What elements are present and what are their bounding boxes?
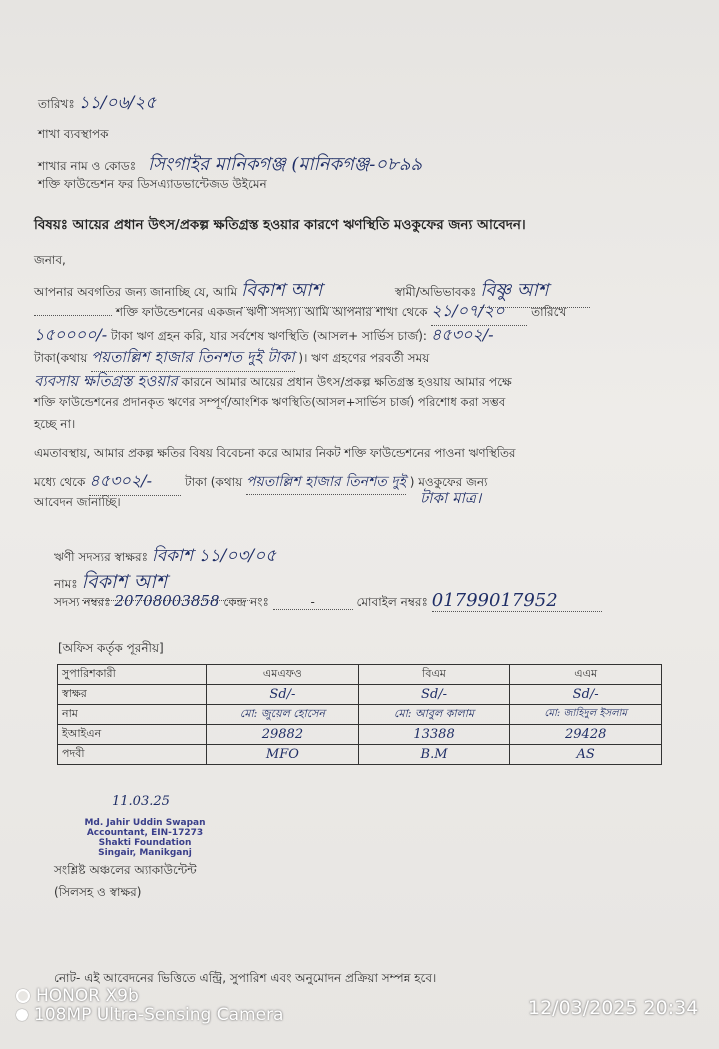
greeting: জনাব,: [34, 253, 66, 267]
para1-line7: হচ্ছে না।: [34, 417, 76, 431]
table-cell: মো: জাহিদুল ইসলাম: [510, 705, 662, 725]
balance-words-hand: পয়তাল্লিশ হাজার তিনশত দুই টাকা: [91, 346, 294, 372]
para1-text-g: )। ঋণ গ্রহণের পরবর্তী সময়: [298, 351, 430, 365]
row-label: নাম: [58, 705, 207, 725]
guardian-hand: বিষ্ণু আশ: [480, 276, 590, 308]
waive-words-hand: পয়তাল্লিশ হাজার তিনশত দুই: [246, 470, 406, 495]
para2-text-c: টাকা (কথায়: [185, 475, 243, 489]
camera-text: 108MP Ultra-Sensing Camera: [34, 1005, 284, 1025]
stamp-name: Md. Jahir Uddin Swapan: [84, 818, 206, 828]
para1-text-h: কারনে আমার আয়ের প্রধান উৎস/প্রকল্প ক্ষতিগ্রস্ত হওয়ায় আমার পক্ষে: [181, 375, 512, 389]
accountant-stamp: [70, 818, 220, 858]
table-cell: 29882: [207, 725, 359, 745]
table-cell: Sd/-: [510, 685, 662, 705]
para2-line3: আবেদন জানাচ্ছি।: [34, 495, 121, 509]
table-cell: AS: [510, 745, 662, 765]
para2-text-d: ) মওকুফের জন্য: [409, 475, 488, 489]
table-header-cell: এএম: [510, 665, 662, 685]
row-label: স্বাক্ষর: [58, 685, 207, 705]
accountant-seal-note: (সিলসহ ও স্বাক্ষর): [54, 885, 142, 899]
table-row: [58, 685, 662, 705]
member-id-line: [54, 590, 602, 614]
member-name-hand: বিকাশ আশ: [241, 276, 391, 308]
table-header-cell: সুপারিশকারী: [58, 665, 207, 685]
loan-date-hand: ২১/০৭/২০: [431, 298, 527, 326]
table-cell: 13388: [358, 725, 510, 745]
table-cell: Sd/-: [207, 685, 359, 705]
para1-text-e: টাকা ঋণ গ্রহন করি, যার সর্বশেষ ঋণস্থিতি (আসল+ সার্ভিস চার্জ):: [111, 329, 427, 343]
accountant-label: সংশ্লিষ্ট অঞ্চলের অ্যাকাউন্টেন্ট: [54, 863, 197, 877]
table-header-row: [58, 665, 662, 685]
para2-text-b: মধ্যে থেকে: [34, 475, 86, 489]
table-header-cell: এমএফও: [207, 665, 359, 685]
member-sign-hand: বিকাশ ১১/০৩/০৫: [151, 546, 277, 566]
para1-line3: [34, 322, 494, 349]
table-cell: 29428: [510, 725, 662, 745]
watermark-device: [16, 986, 139, 1006]
table-cell: MFO: [207, 745, 359, 765]
table-row: [58, 725, 662, 745]
date-value: ১১/০৬/২৫: [78, 93, 157, 113]
table-cell: Sd/-: [358, 685, 510, 705]
waive-words2-hand: টাকা মাত্র।: [420, 489, 482, 507]
manager-line: শাখা ব্যবস্থাপক: [38, 127, 109, 141]
blank-dots: [34, 315, 112, 316]
table-cell: মো: আবুল কালাম: [358, 705, 510, 725]
balance-hand: ৪৫৩০২/-: [430, 325, 494, 344]
member-sign-label: ঋণী সদস্যর স্বাক্ষরঃ: [54, 550, 148, 564]
device-text: HONOR X9b: [36, 986, 139, 1006]
para1-line6: শক্তি ফাউন্ডেশনের প্রদানকৃত ঋণের সম্পূর্ণ/আংশিক ঋণস্থিতি(আসল+সার্ভিস চার্জ) পরিশোধ করা সম্ভব: [34, 395, 506, 409]
waive-amount-hand: ৪৫৩০২/-: [89, 468, 181, 496]
branch-value: সিংগাইর মানিকগঞ্জ (মানিকগঞ্জ-০৮৯৯: [147, 154, 423, 175]
center-label: কেন্দ্র নংঃ: [223, 595, 269, 609]
member-name-label: নামঃ: [54, 577, 78, 591]
dot-icon: [16, 1009, 28, 1021]
ring-icon: [16, 989, 30, 1003]
subject-line: বিষয়ঃ আয়ের প্রধান উৎস/প্রকল্প ক্ষতিগ্রস্ত হওয়ার কারণে ঋণস্থিতি মওকুফের জন্য আবেদন।: [34, 217, 526, 233]
member-id-label: সদস্য নম্বরঃ: [54, 595, 111, 609]
accountant-sign-date: 11.03.25: [112, 794, 170, 809]
para1-text-b: স্বামী/অভিভাবকঃ: [394, 285, 477, 299]
center-value: -: [273, 595, 353, 610]
stamp-place: Singair, Manikganj: [98, 848, 192, 858]
para1-text-a: আপনার অবগতির জন্য জানাচ্ছি যে, আমি: [34, 285, 238, 299]
stamp-title: Accountant, EIN-17273: [86, 828, 204, 838]
para1-text-d: তারিখে: [531, 305, 567, 319]
loan-amount-hand: ১৫০০০০/-: [34, 325, 108, 344]
member-name-value: বিকাশ আশ: [82, 568, 252, 601]
mobile-value: 01799017952: [432, 590, 602, 612]
row-label: পদবী: [58, 745, 207, 765]
para1-text-f: টাকা(কথায়: [34, 351, 88, 365]
date-line: [38, 90, 156, 118]
table-row: [58, 745, 662, 765]
office-heading: [অফিস কর্তৃক পূরনীয়]: [58, 641, 164, 655]
office-table: [57, 664, 662, 765]
para1-line5: [34, 370, 512, 395]
org-line: শক্তি ফাউন্ডেশন ফর ডিসএ্যাডভান্টেজড উইমেন: [38, 177, 267, 191]
member-id-value: 20708003858: [114, 592, 220, 610]
para1-line4: [34, 346, 429, 372]
row-label: ইআইএন: [58, 725, 207, 745]
para2-line1: এমতাবস্থায়, আমার প্রকল্প ক্ষতির বিষয় বিবেচনা করে আমার নিকট শক্তি ফাউন্ডেশনের পাওনা ঋণস্থিতির: [34, 446, 516, 460]
table-cell: মো: জুয়েল হোসেন: [207, 705, 359, 725]
reason-hand: ব্যবসায় ক্ষতিগ্রস্ত হওয়ার: [34, 372, 178, 390]
watermark-timestamp: 12/03/2025 20:34: [528, 997, 699, 1019]
table-row: [58, 705, 662, 725]
date-label: তারিখঃ: [38, 97, 75, 111]
table-cell: B.M: [358, 745, 510, 765]
member-sign-line: [54, 543, 276, 571]
note-line: নোট- এই আবেদনের ভিত্তিতে এন্ট্রি, সুপারিশ এবং অনুমোদন প্রক্রিয়া সম্পন্ন হবে।: [54, 971, 437, 985]
mobile-label: মোবাইল নম্বরঃ: [356, 595, 428, 609]
branch-label: শাখার নাম ও কোডঃ: [38, 159, 137, 173]
table-header-cell: বিএম: [358, 665, 510, 685]
watermark-camera: [16, 1005, 283, 1025]
para1-text-c: শক্তি ফাউন্ডেশনের একজন ঋণী সদস্য। আমি আপনার শাখা থেকে: [115, 305, 428, 319]
stamp-org: Shakti Foundation: [98, 838, 192, 848]
